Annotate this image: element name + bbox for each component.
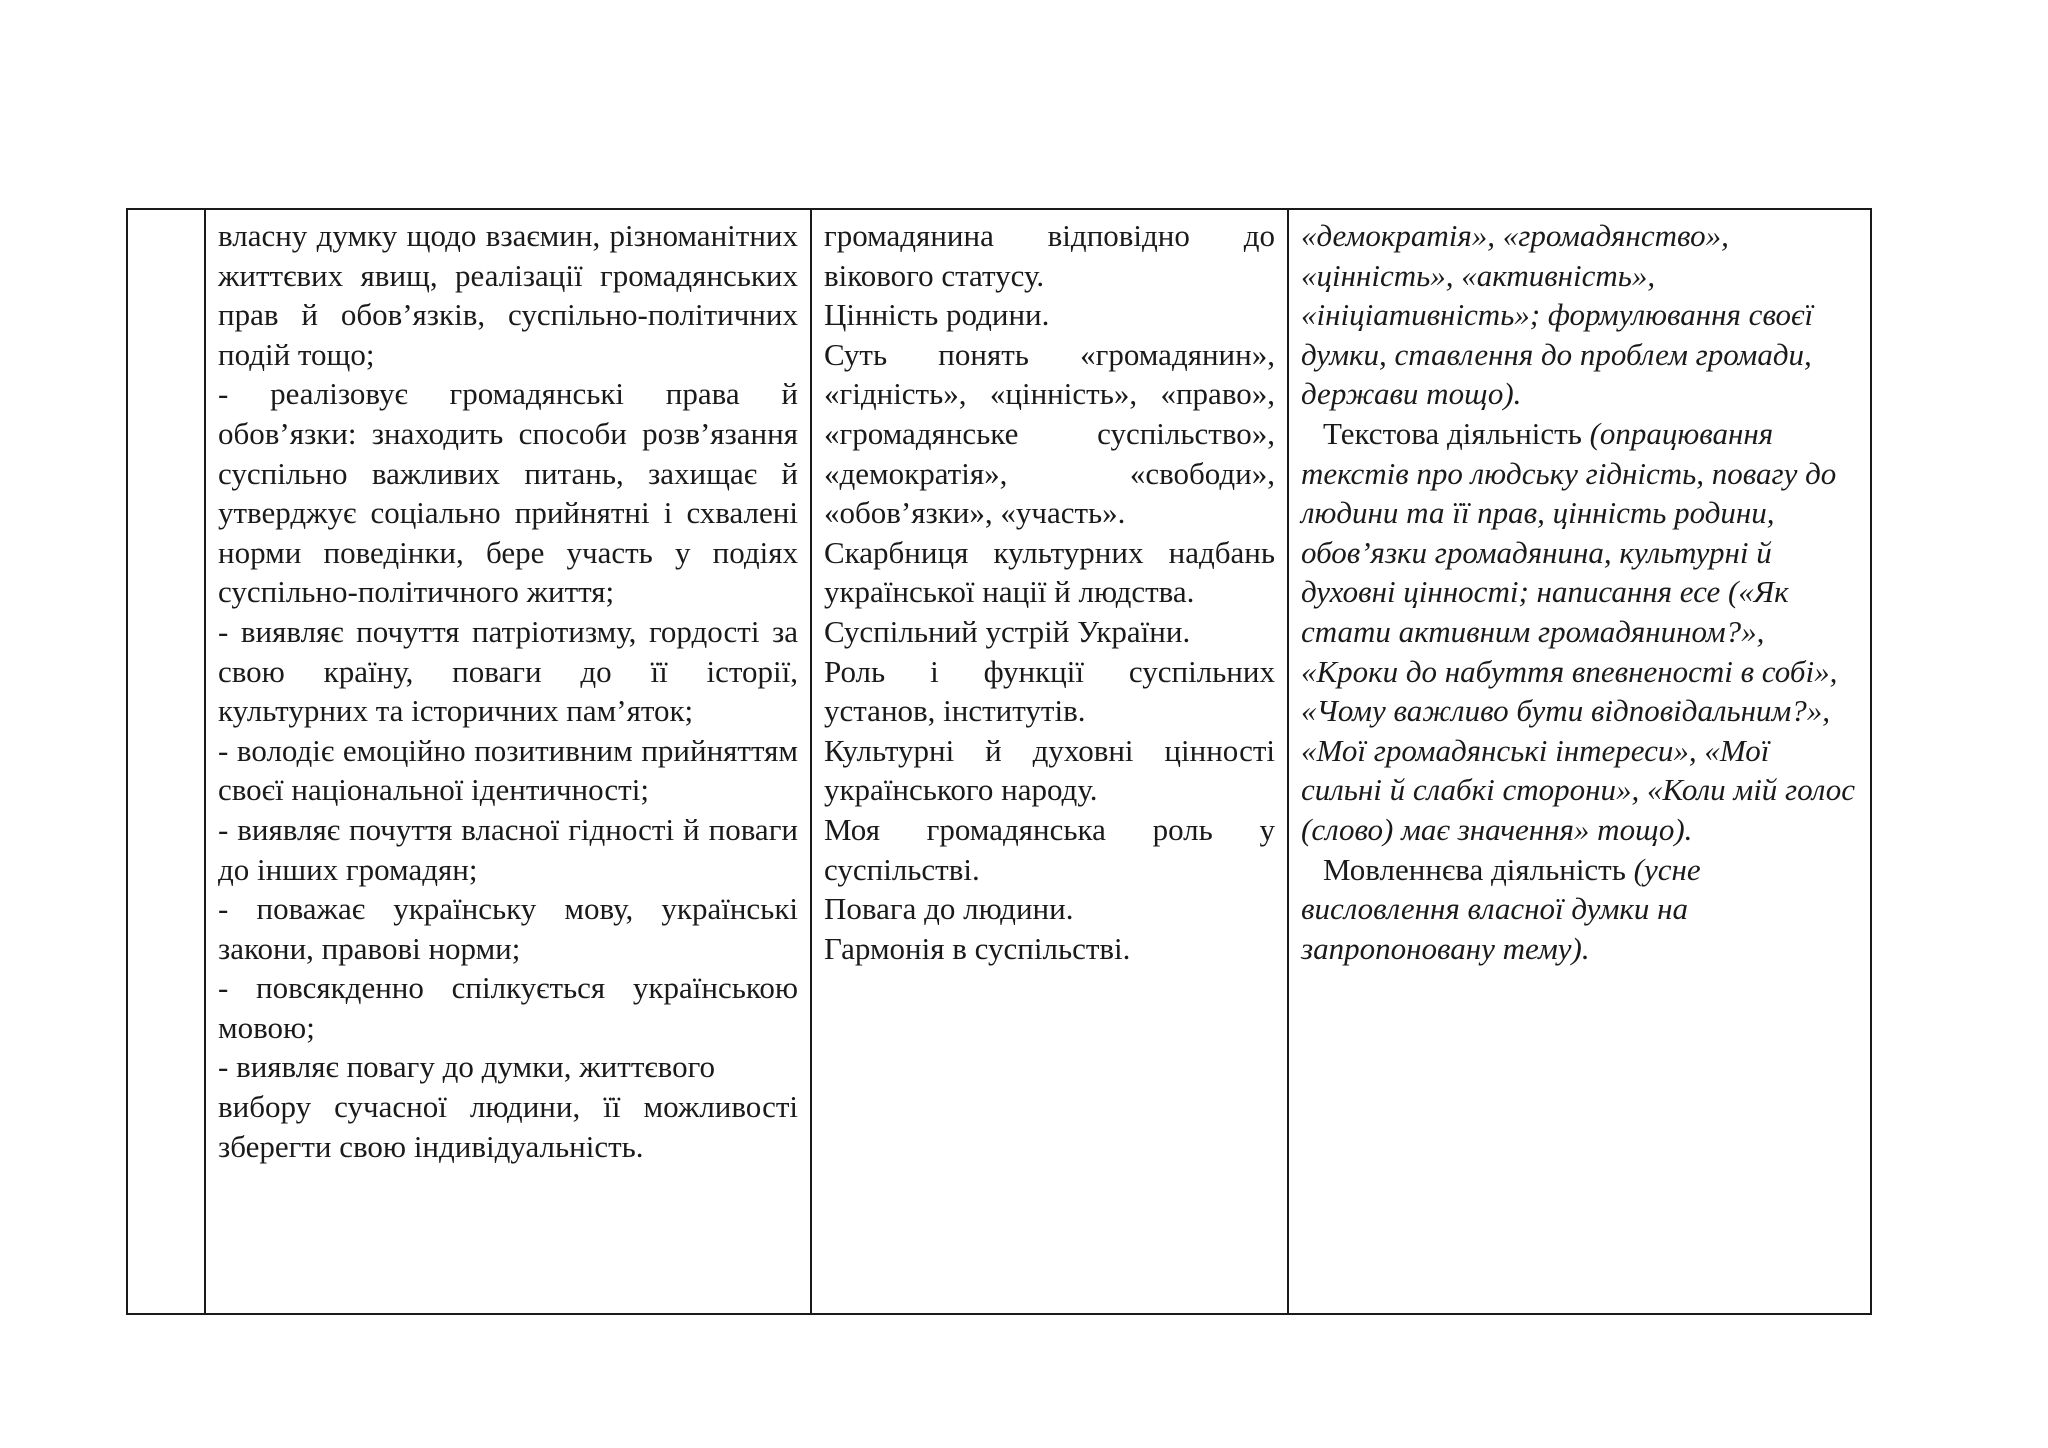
outcome-text: власну думку щодо взаємин, різноманітних життєвих явищ, реалізації громадянських прав й обов’язків, суспільно-політичних подій тощо;	[218, 218, 798, 372]
content-item: Скарбниця культурних надбань української нації й людства.	[824, 534, 1275, 610]
content-item: Культурні й духовні цінності українського народу.	[824, 732, 1275, 808]
outcome-item-line: - виявляє повагу до думки, життєвого	[218, 1049, 716, 1085]
outcome-item: - повсякденно спілкується українською мовою;	[218, 970, 798, 1045]
outcome-item-continuation: вибору сучасної людини, її можливості зберегти свою індивідуальність.	[218, 1089, 798, 1164]
table-cell-empty	[127, 209, 205, 1314]
outcome-item: - виявляє почуття патріотизму, гордості за свою країну, поваги до її історії, культурних та історичних пам’яток;	[218, 613, 798, 729]
content-item: Цінність родини.	[824, 297, 1050, 333]
activity-italic: «демократія», «громадянство», «цінність», «активність», «ініціативність»; формулювання своєї думки, ставлення до проблем громади, держави тощо).	[1301, 218, 1814, 412]
activity-label: Мовленнєва діяльність	[1323, 851, 1634, 887]
table-row	[127, 209, 1871, 1314]
activity-label: Текстова діяльність	[1323, 415, 1590, 451]
outcome-item: - виявляє почуття власної гідності й поваги до інших громадян;	[218, 811, 798, 887]
content-item: Суть понять «громадянин», «гідність», «цінність», «право», «громадянське суспільство», «демократія», «свободи», «обов’язки», «участь».	[824, 336, 1275, 531]
table-cell-content	[811, 209, 1288, 1314]
activity-italic: (усне висловлення власної думки на запропоновану тему).	[1301, 851, 1701, 966]
activity-speech	[1301, 850, 1858, 969]
curriculum-table	[126, 208, 1872, 1315]
content-item: громадянина відповідно до вікового статусу.	[824, 218, 1275, 293]
table-cell-learning-outcomes	[205, 209, 811, 1314]
content-item: Суспільний устрій України.	[824, 613, 1191, 649]
activity-italic: (опрацювання текстів про людську гідність, повагу до людини та її прав, цінність родини, обов’язки громадянина, культурні й духовні цінності; написання есе («Як стати активним громадянином?», «Кроки до набуття впевненості в собі», «Чому важливо бути відповідальним?», «Мої громадянські інтереси», «Мої сильні й слабкі сторони», «Коли мій голос (слово) має значення» тощо).	[1301, 415, 1856, 847]
outcome-item: - поважає українську мову, українські закони, правові норми;	[218, 891, 798, 966]
activity-text	[1301, 414, 1858, 850]
outcome-item: - реалізовує громадянські права й обов’язки: знаходить способи розв’язання суспільно важливих питань, захищає й утверджує соціально прийнятні і схвалені норми поведінки, бере участь у подіях суспільно-політичного життя;	[218, 376, 798, 610]
content-item: Роль і функції суспільних установ, інститутів.	[824, 653, 1275, 729]
activity-continuation	[1301, 216, 1858, 414]
content-item: Повага до людини.	[824, 891, 1074, 927]
content-item: Моя громадянська роль у суспільстві.	[824, 811, 1275, 887]
content-item: Гармонія в суспільстві.	[824, 930, 1131, 966]
table-cell-activities	[1288, 209, 1871, 1314]
outcome-item: - володіє емоційно позитивним прийняттям своєї національної ідентичності;	[218, 732, 798, 808]
